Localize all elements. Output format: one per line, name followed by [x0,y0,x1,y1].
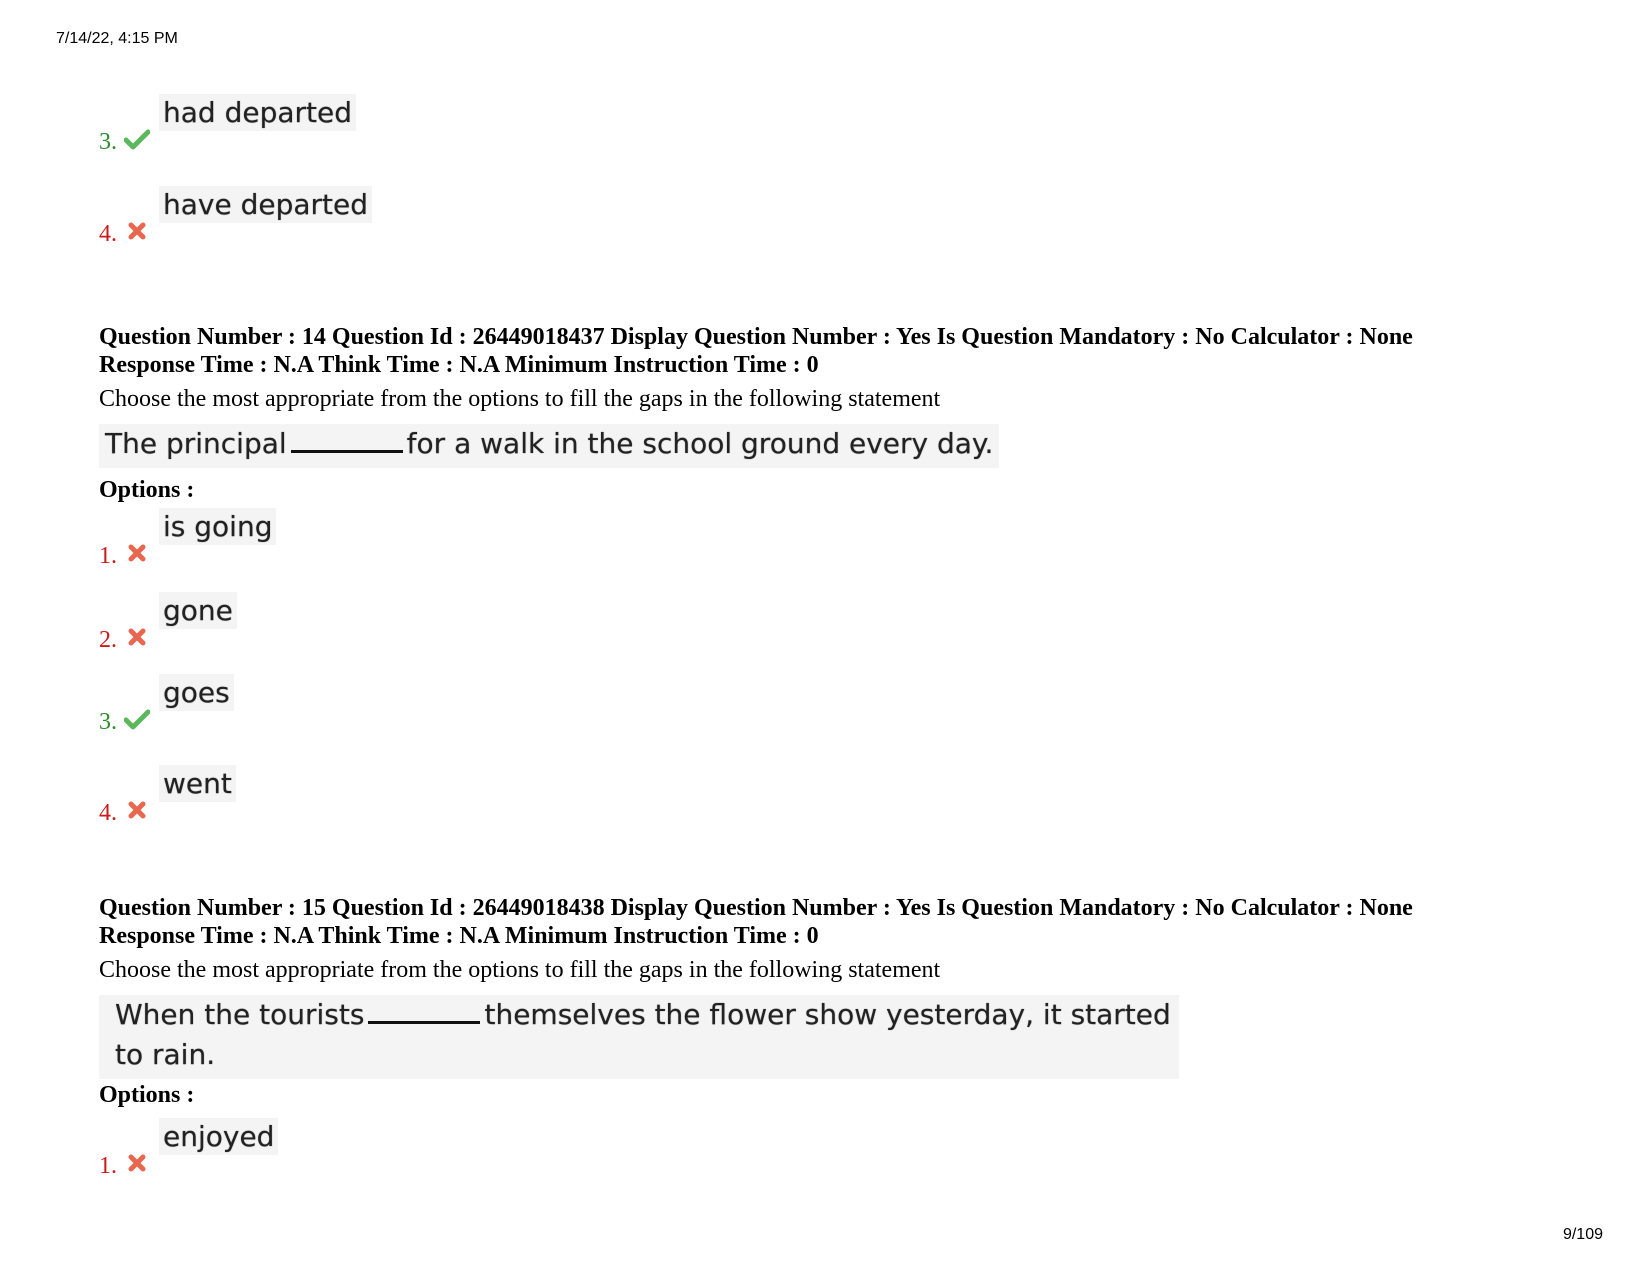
cross-icon [124,542,150,564]
option-text: had departed [159,94,356,131]
statement-after-blank: for a walk in the school ground every day. [406,427,994,460]
option-item [99,508,699,568]
fill-blank [368,1021,480,1024]
cross-icon [124,626,150,648]
question-14-header [99,323,1579,413]
options-label: Options : [99,477,195,503]
option-number: 4. [99,800,117,826]
question-statement [99,424,999,468]
option-item [99,592,699,652]
question-meta-line2: Response Time : N.A Think Time : N.A Minimum Instruction Time : 0 [99,352,819,378]
option-text: enjoyed [159,1118,278,1155]
option-number: 1. [99,543,117,569]
option-text: went [159,765,236,802]
option-item [99,765,699,825]
question-meta-line2: Response Time : N.A Think Time : N.A Minimum Instruction Time : 0 [99,923,819,949]
question-15-header [99,894,1579,984]
page-number: 9/109 [1562,1226,1603,1243]
option-item [99,186,699,246]
option-text: is going [159,508,276,545]
option-number: 1. [99,1153,117,1179]
check-icon [124,128,150,150]
fill-blank [291,450,403,453]
cross-icon [124,220,150,242]
option-item [99,1118,699,1178]
question-instruction: Choose the most appropriate from the options to fill the gaps in the following statement [99,957,941,983]
option-number: 4. [99,221,117,247]
cross-icon [124,799,150,821]
option-number: 3. [99,129,117,155]
question-statement [99,995,1179,1079]
option-text: gone [159,592,237,629]
statement-before-blank: When the tourists [115,998,365,1031]
question-instruction: Choose the most appropriate from the options to fill the gaps in the following statement [99,386,941,412]
option-text: have departed [159,186,372,223]
check-icon [124,708,150,730]
option-number: 3. [99,709,117,735]
statement-after-blank: themselves the flower show yesterday, it started [484,998,1171,1031]
question-meta-line1: Question Number : 15 Question Id : 26449018438 Display Question Number : Yes Is Question Mandatory : No Calculator : None [99,895,1413,921]
options-label: Options : [99,1082,195,1108]
option-item [99,674,699,734]
statement-before-blank: The principal [105,427,287,460]
option-text: goes [159,674,234,711]
cross-icon [124,1152,150,1174]
statement-line1 [115,995,1171,1035]
statement-line2: to rain. [115,1038,216,1071]
question-meta-line1: Question Number : 14 Question Id : 26449018437 Display Question Number : Yes Is Question Mandatory : No Calculator : None [99,324,1413,350]
option-item [99,94,699,154]
option-number: 2. [99,627,117,653]
print-date: 7/14/22, 4:15 PM [56,30,178,47]
